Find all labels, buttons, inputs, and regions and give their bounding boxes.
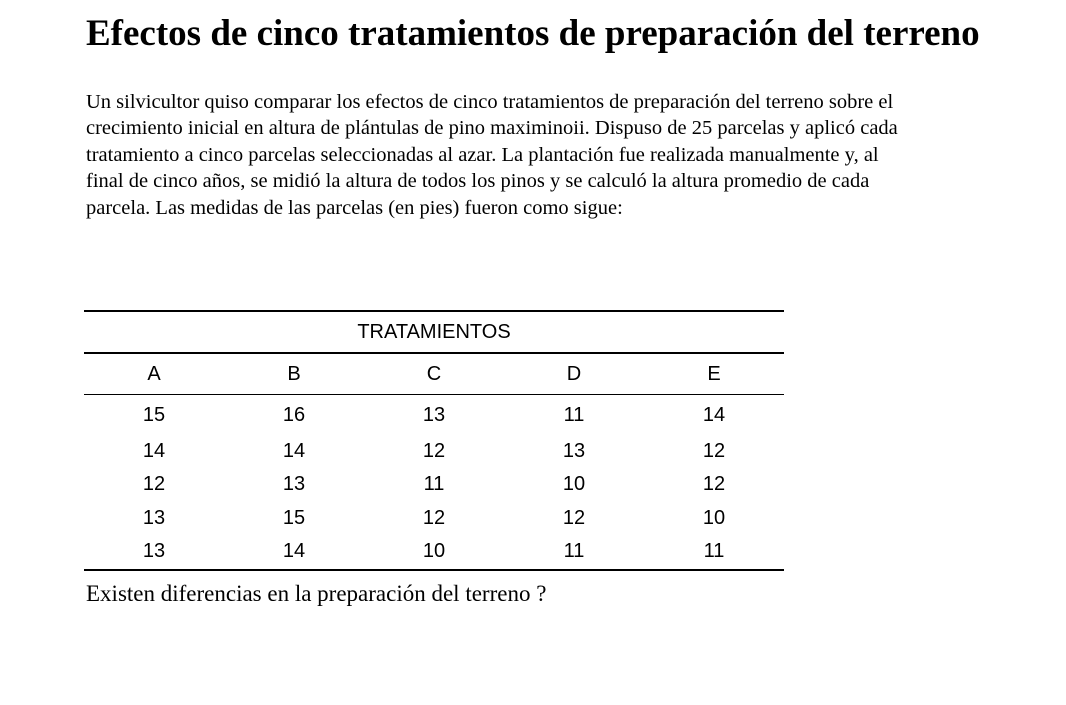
intro-line: tratamiento a cinco parcelas seleccionadas al azar. La plantación fue realizada manualmente y, al (86, 143, 879, 166)
page-title: Efectos de cinco tratamientos de preparación del terreno (86, 13, 980, 54)
intro-line: final de cinco años, se midió la altura de todos los pinos y se calculó la altura promedio de cada (86, 170, 870, 193)
table-row (84, 535, 784, 569)
table-title-row (84, 311, 784, 353)
table-cell: 12 (702, 440, 726, 462)
table-cell: 10 (702, 506, 726, 529)
intro-paragraph (86, 89, 1026, 221)
table-cell: 12 (562, 506, 586, 529)
table-cell: 11 (563, 404, 585, 426)
table-header-row (84, 353, 784, 395)
table-cell: 13 (84, 535, 224, 569)
table-row (84, 502, 784, 535)
treatments-table (84, 310, 784, 571)
table-cell: 10 (562, 473, 586, 496)
column-header-b: B (224, 353, 364, 395)
intro-line: crecimiento inicial en altura de plántulas de pino maximinoii. Dispuso de 25 parcelas y aplicó cada (86, 117, 898, 140)
table-cell: 11 (644, 535, 784, 569)
table-cell: 15 (142, 404, 166, 426)
intro-line: parcela. Las medidas de las parcelas (en pies) fueron como sigue: (86, 196, 623, 219)
column-header-c: C (364, 353, 504, 395)
question-text: Existen diferencias en la preparación del terreno ? (86, 581, 547, 606)
table-cell: 14 (282, 440, 306, 462)
table-cell: 13 (142, 506, 166, 529)
table-cell: 12 (422, 440, 446, 462)
table-cell: 14 (224, 535, 364, 569)
table-row (84, 468, 784, 501)
table-cell: 15 (282, 506, 306, 529)
column-header-e: E (644, 353, 784, 395)
table-cell: 16 (282, 404, 306, 426)
table-cell: 12 (142, 473, 166, 496)
table-row (84, 435, 784, 468)
table-cell: 13 (562, 440, 586, 462)
column-header-a: A (84, 353, 224, 395)
table-cell: 13 (422, 404, 446, 426)
table-cell: 14 (702, 404, 726, 426)
table-cell: 10 (364, 535, 504, 569)
table-cell: 12 (422, 506, 446, 529)
table-cell: 11 (423, 473, 445, 496)
table-title: TRATAMIENTOS (84, 311, 784, 353)
treatments-table-container (84, 310, 784, 571)
intro-line: Un silvicultor quiso comparar los efectos de cinco tratamientos de preparación del terreno sobre el (86, 91, 894, 113)
table-cell: 12 (702, 473, 726, 496)
table-row (84, 395, 784, 436)
table-cell: 11 (504, 535, 644, 569)
table-cell: 14 (142, 440, 166, 462)
table-cell: 13 (282, 473, 306, 496)
column-header-d: D (504, 353, 644, 395)
